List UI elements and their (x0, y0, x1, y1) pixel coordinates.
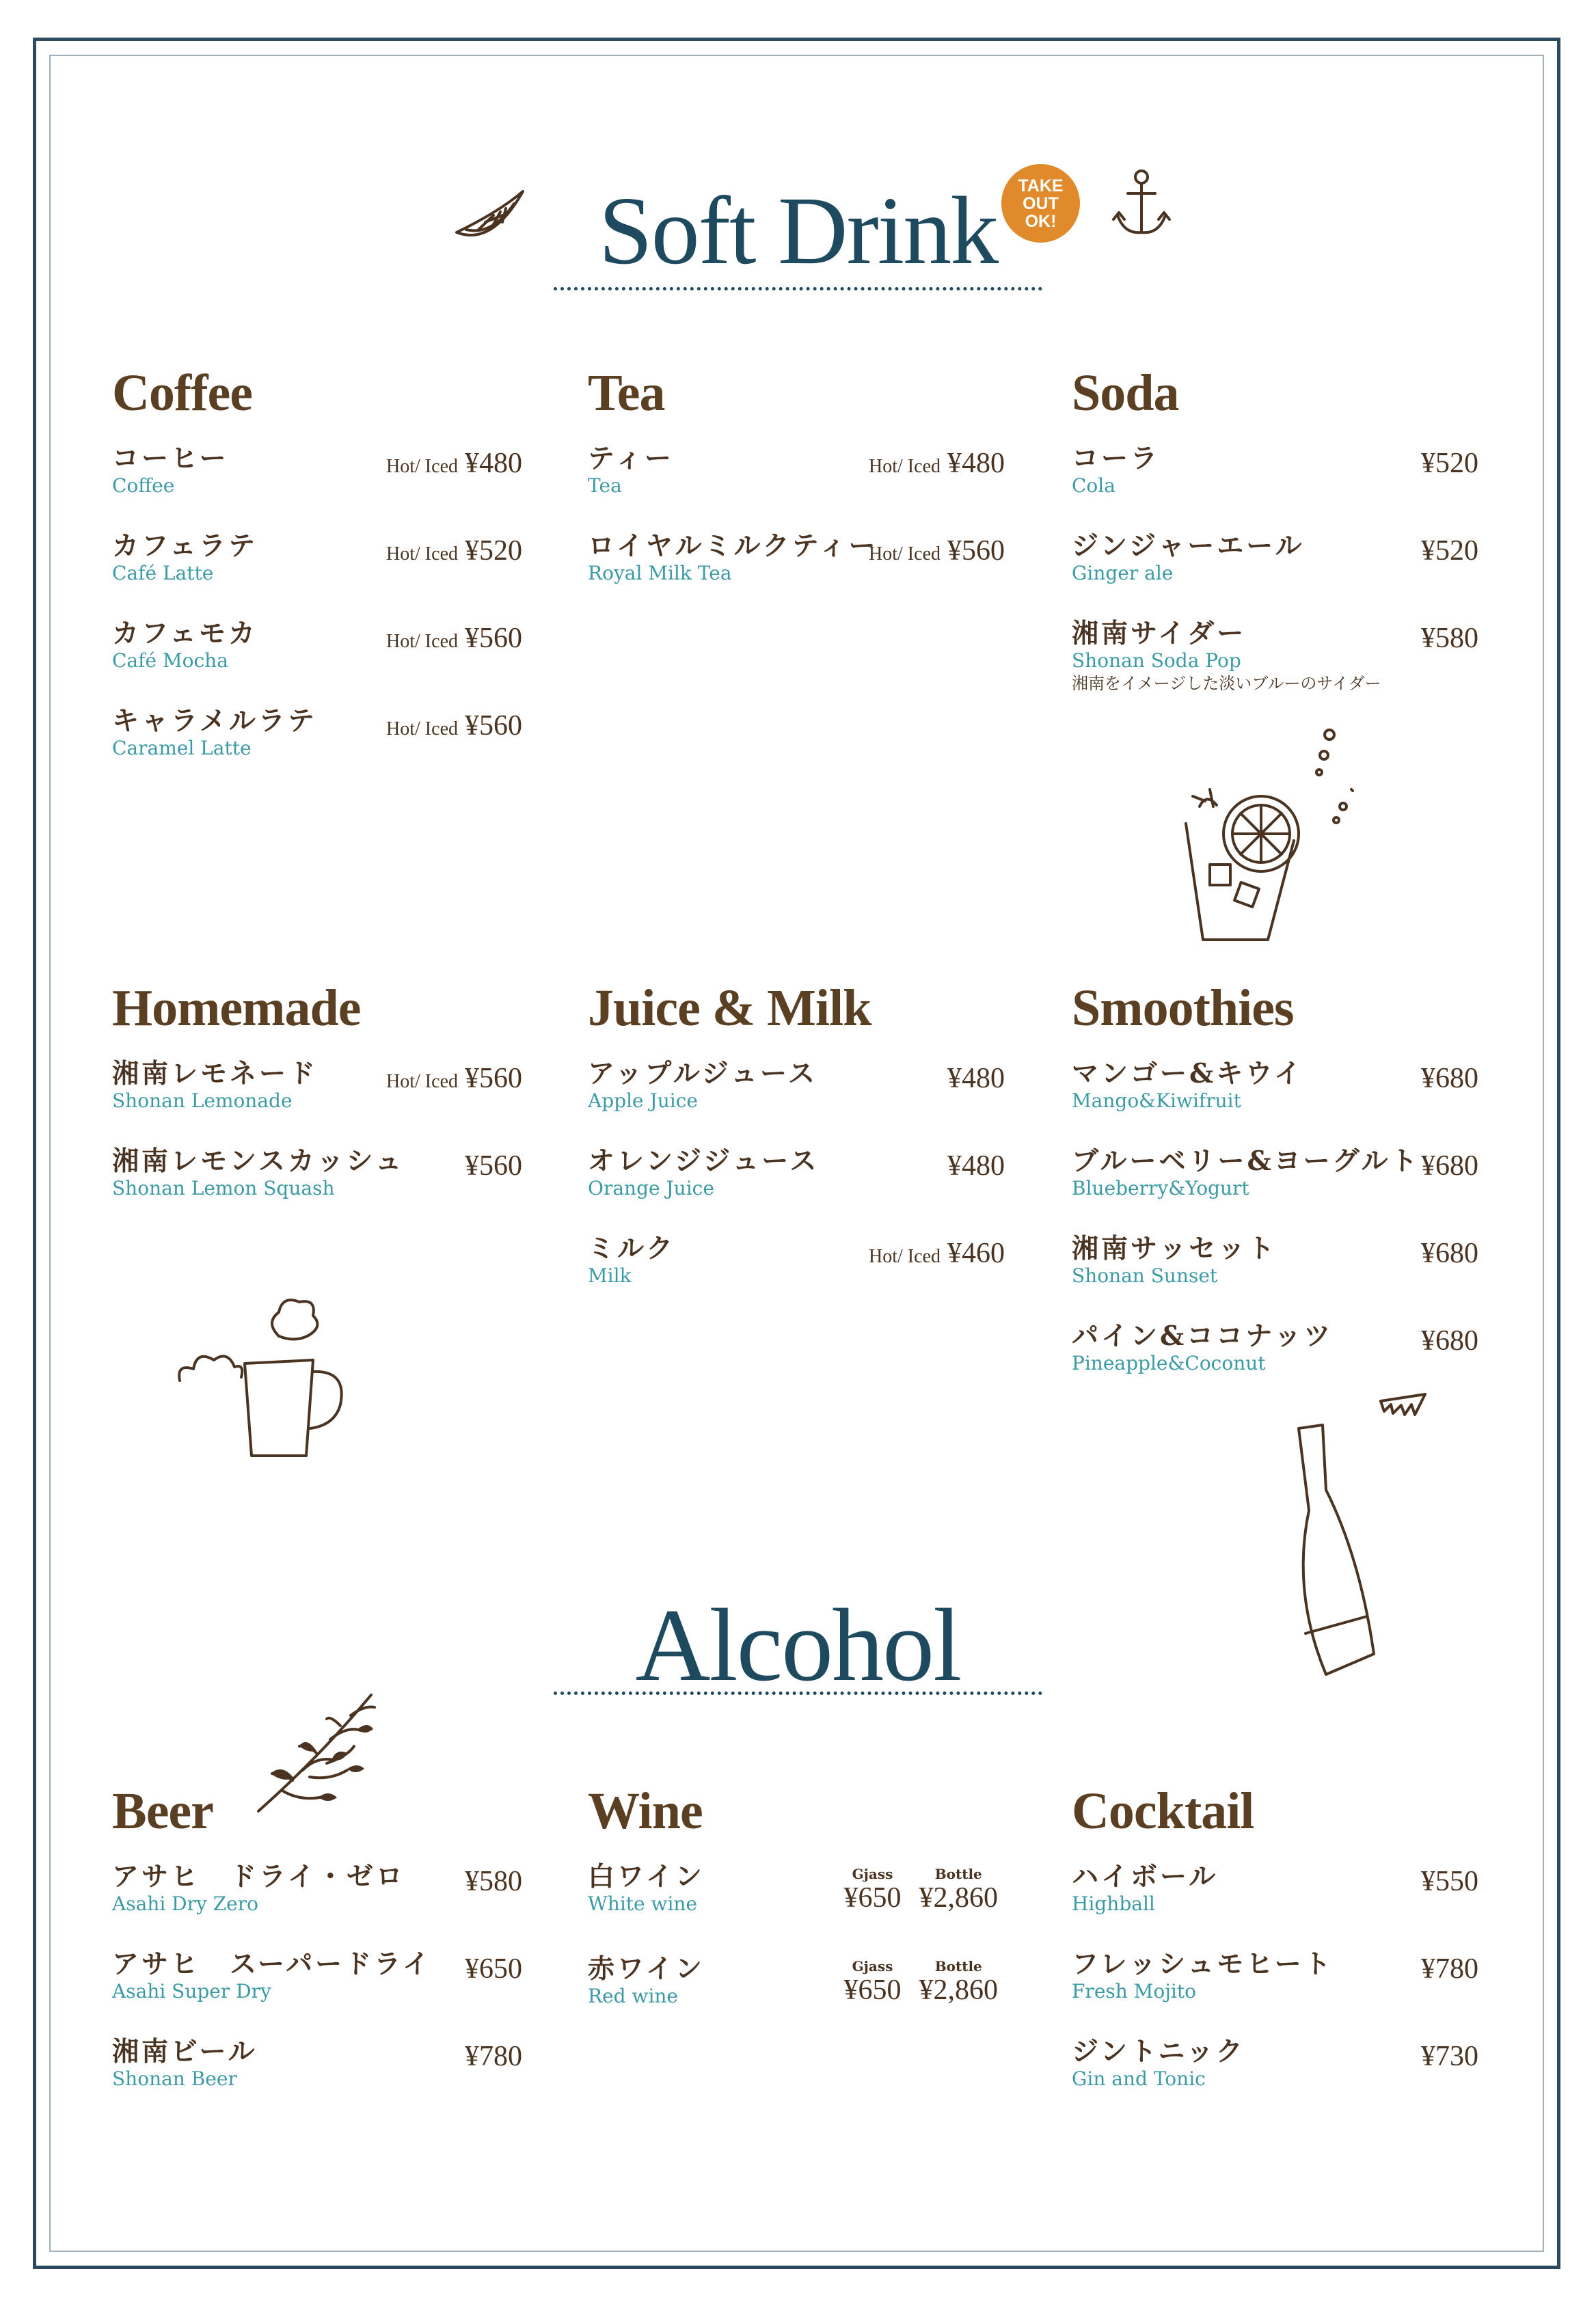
item-name-en: Mango&Kiwifruit (1072, 1089, 1241, 1112)
bottle-icon (1278, 1387, 1429, 1695)
item-price (947, 1062, 1005, 1095)
item-name-jp: 湘南レモンスカッシュ (112, 1145, 405, 1177)
hot-iced-label: Hot/ Iced (869, 543, 941, 565)
item-price (465, 1150, 522, 1182)
price-value: ¥480 (947, 448, 1005, 479)
price-value: ¥780 (1421, 1953, 1478, 1985)
item-price (869, 447, 1005, 480)
item-name-jp: ミルク (588, 1233, 676, 1264)
badge-line: OUT (1023, 193, 1059, 213)
item-name-jp: パイン&ココナッツ (1072, 1320, 1334, 1352)
item-name-en: Blueberry&Yogurt (1072, 1177, 1249, 1199)
price-value: ¥520 (465, 535, 522, 567)
item-name-jp: ブルーベリー&ヨーグルト (1072, 1145, 1420, 1177)
menu-item (588, 1861, 1005, 1953)
item-name-jp: ハイボール (1072, 1861, 1219, 1892)
bottle-label: Bottle (934, 1958, 982, 1974)
item-name-jp: コーラ (1072, 443, 1161, 474)
soft-drink-title: Soft Drink (598, 176, 998, 284)
price-value: ¥460 (947, 1238, 1005, 1269)
price-value: ¥680 (1421, 1325, 1478, 1357)
menu-item (112, 443, 522, 530)
item-name-jp: 湘南レモネード (112, 1058, 319, 1089)
menu-item (112, 530, 522, 618)
item-name-en: Café Mocha (112, 649, 228, 672)
item-name-en: Highball (1072, 1892, 1155, 1915)
hot-iced-label: Hot/ Iced (869, 456, 941, 477)
item-note: 湘南をイメージした淡いブルーのサイダー (1072, 674, 1381, 693)
section-title: Soda (1072, 364, 1179, 422)
item-price (1421, 1953, 1478, 1985)
section-title: Juice & Milk (588, 979, 871, 1037)
section-beer (112, 1780, 522, 2123)
price-value: ¥680 (1421, 1238, 1478, 1269)
menu-item (588, 1953, 1005, 2046)
section-juice-milk (588, 977, 1005, 1320)
item-name-jp: 湘南サッセット (1072, 1233, 1277, 1264)
price-value: ¥560 (465, 1150, 522, 1182)
bottle-price: ¥2,860 (919, 1882, 998, 1914)
item-price (1421, 1865, 1478, 1898)
mug-steam-icon (176, 1295, 354, 1466)
menu-item (1072, 1233, 1478, 1320)
price-value: ¥580 (1421, 623, 1478, 654)
item-name-en: Shonan Lemon Squash (112, 1177, 335, 1199)
badge-line: TAKE (1018, 176, 1064, 195)
item-name-en: Coffee (112, 474, 175, 497)
item-name-en: Gin and Tonic (1072, 2067, 1206, 2090)
item-name-en: Fresh Mojito (1072, 1980, 1196, 2002)
menu-item (1072, 443, 1478, 530)
section-title: Beer (112, 1782, 213, 1840)
item-name-jp: フレッシュモヒート (1072, 1949, 1334, 1980)
item-name-en: Milk (588, 1264, 632, 1287)
section-title: Tea (588, 364, 665, 422)
price-value: ¥480 (947, 1150, 1005, 1182)
price-value: ¥780 (465, 2041, 522, 2072)
lemon-slice-icon (451, 185, 533, 253)
hot-iced-label: Hot/ Iced (386, 543, 458, 565)
section-cocktail (1072, 1780, 1478, 2123)
bottle-label: Bottle (934, 1866, 982, 1882)
bottle-price-block (919, 1866, 999, 1914)
item-name-en: Tea (588, 474, 622, 497)
item-name-jp: 赤ワイン (588, 1953, 705, 1985)
item-price (1421, 1325, 1478, 1357)
price-value: ¥480 (465, 448, 522, 479)
item-price (947, 1150, 1005, 1182)
item-price (386, 709, 522, 742)
alcohol-title: Alcohol (635, 1588, 961, 1702)
section-coffee (112, 362, 522, 793)
soft-drink-underline (554, 287, 1042, 290)
menu-item (1072, 1145, 1478, 1233)
glass-price-block (844, 1866, 902, 1914)
menu-item (1072, 2036, 1478, 2123)
item-name-en: Orange Juice (588, 1177, 714, 1199)
item-name-en: Shonan Sunset (1072, 1264, 1218, 1287)
item-name-jp: アップルジュース (588, 1058, 818, 1089)
price-value: ¥580 (465, 1866, 522, 1897)
menu-item (112, 2036, 522, 2123)
menu-item (1072, 1949, 1478, 2036)
item-price (1421, 1150, 1478, 1182)
item-price (1421, 1062, 1478, 1095)
item-name-en: Ginger ale (1072, 562, 1174, 584)
item-price (465, 1865, 522, 1898)
item-name-en: Royal Milk Tea (588, 562, 732, 584)
anchor-icon (1111, 167, 1172, 243)
item-name-en: Shonan Beer (112, 2067, 237, 2090)
item-name-jp: マンゴー&キウイ (1072, 1058, 1304, 1089)
item-name-jp: ティー (588, 443, 674, 474)
menu-item (1072, 1861, 1478, 1949)
section-title: Coffee (112, 364, 252, 422)
bottle-price: ¥2,860 (919, 1974, 998, 2006)
menu-item (588, 443, 1005, 530)
item-price (465, 2040, 522, 2073)
item-name-jp: オレンジジュース (588, 1145, 820, 1177)
item-price (386, 534, 522, 567)
glass-price: ¥650 (843, 1882, 902, 1914)
section-wine (588, 1780, 1005, 2046)
menu-item (112, 1861, 522, 1949)
section-smoothies (1072, 977, 1478, 1408)
price-value: ¥520 (1421, 535, 1478, 567)
item-name-jp: ジンジャーエール (1072, 530, 1305, 562)
alcohol-underline (554, 1692, 1042, 1695)
price-value: ¥560 (465, 1063, 522, 1094)
price-value: ¥520 (1421, 448, 1478, 479)
item-name-jp: コーヒー (112, 443, 229, 474)
item-price (1421, 447, 1478, 480)
menu-item (112, 1949, 522, 2036)
menu-item (112, 705, 522, 793)
item-name-jp: 白ワイン (588, 1861, 705, 1892)
item-price (869, 1237, 1005, 1270)
section-tea (588, 362, 1005, 618)
item-name-en: Caramel Latte (112, 737, 252, 759)
glass-label: Gjass (852, 1958, 893, 1974)
item-name-jp: アサヒ ドライ・ゼロ (112, 1861, 405, 1892)
price-value: ¥680 (1421, 1063, 1478, 1094)
item-name-en: White wine (588, 1892, 698, 1915)
item-price (1421, 534, 1478, 567)
menu-item (112, 1058, 522, 1145)
item-name-en: Apple Juice (588, 1089, 698, 1112)
item-price (386, 447, 522, 480)
item-price (1421, 2040, 1478, 2073)
price-value: ¥480 (947, 1063, 1005, 1094)
item-name-en: Pineapple&Coconut (1072, 1352, 1266, 1374)
hot-iced-label: Hot/ Iced (869, 1246, 941, 1267)
menu-item (1072, 530, 1478, 618)
menu-item (588, 1233, 1005, 1320)
item-name-jp: アサヒ スーパードライ (112, 1949, 432, 1980)
item-name-jp: 湘南ビール (112, 2036, 258, 2067)
menu-item (112, 1145, 522, 1233)
price-value: ¥650 (465, 1953, 522, 1985)
takeout-badge (1001, 164, 1080, 243)
glass-price-block (844, 1959, 902, 2007)
price-value: ¥730 (1421, 2041, 1478, 2072)
section-title: Homemade (112, 979, 361, 1037)
glass-label: Gjass (852, 1866, 893, 1882)
soda-glass-icon (1172, 724, 1364, 943)
item-name-jp: 湘南サイダー (1072, 618, 1247, 649)
item-name-en: Cola (1072, 474, 1115, 497)
item-price (386, 1062, 522, 1095)
menu-item (588, 1145, 1005, 1233)
badge-line: OK! (1025, 211, 1057, 231)
herb-sprig-icon (252, 1688, 388, 1818)
item-price (386, 622, 522, 655)
section-title: Smoothies (1072, 979, 1294, 1037)
menu-item (588, 1058, 1005, 1145)
bottle-price-block (919, 1959, 999, 2007)
item-name-en: Asahi Super Dry (112, 1980, 271, 2002)
price-value: ¥560 (465, 710, 522, 742)
menu-item (1072, 618, 1478, 705)
item-name-jp: カフェモカ (112, 618, 258, 649)
item-price (1421, 1237, 1478, 1270)
menu-item (1072, 1058, 1478, 1145)
item-name-en: Shonan Lemonade (112, 1089, 293, 1112)
section-homemade (112, 977, 522, 1233)
section-soda (1072, 362, 1478, 705)
price-value: ¥680 (1421, 1150, 1478, 1182)
price-value: ¥550 (1421, 1866, 1478, 1897)
item-name-jp: ジントニック (1072, 2036, 1245, 2067)
menu-item (588, 530, 1005, 618)
menu-item (112, 618, 522, 705)
section-title: Wine (588, 1782, 703, 1840)
item-name-en: Asahi Dry Zero (112, 1892, 258, 1915)
hot-iced-label: Hot/ Iced (386, 718, 458, 739)
item-name-en: Café Latte (112, 562, 214, 584)
glass-price: ¥650 (843, 1974, 902, 2006)
section-title: Cocktail (1072, 1782, 1254, 1840)
hot-iced-label: Hot/ Iced (386, 1071, 458, 1092)
hot-iced-label: Hot/ Iced (386, 631, 458, 652)
price-value: ¥560 (947, 535, 1005, 567)
wine-prices (844, 1959, 999, 2007)
item-name-en: Red wine (588, 1985, 679, 2007)
item-price (869, 534, 1005, 567)
item-price (465, 1953, 522, 1985)
item-price (1421, 622, 1478, 655)
price-value: ¥560 (465, 623, 522, 654)
item-name-jp: カフェラテ (112, 530, 258, 562)
wine-prices (844, 1866, 999, 1914)
item-name-jp: キャラメルラテ (112, 705, 317, 737)
item-name-en: Shonan Soda Pop (1072, 649, 1241, 672)
item-name-jp: ロイヤルミルクティー (588, 530, 878, 562)
hot-iced-label: Hot/ Iced (386, 456, 458, 477)
